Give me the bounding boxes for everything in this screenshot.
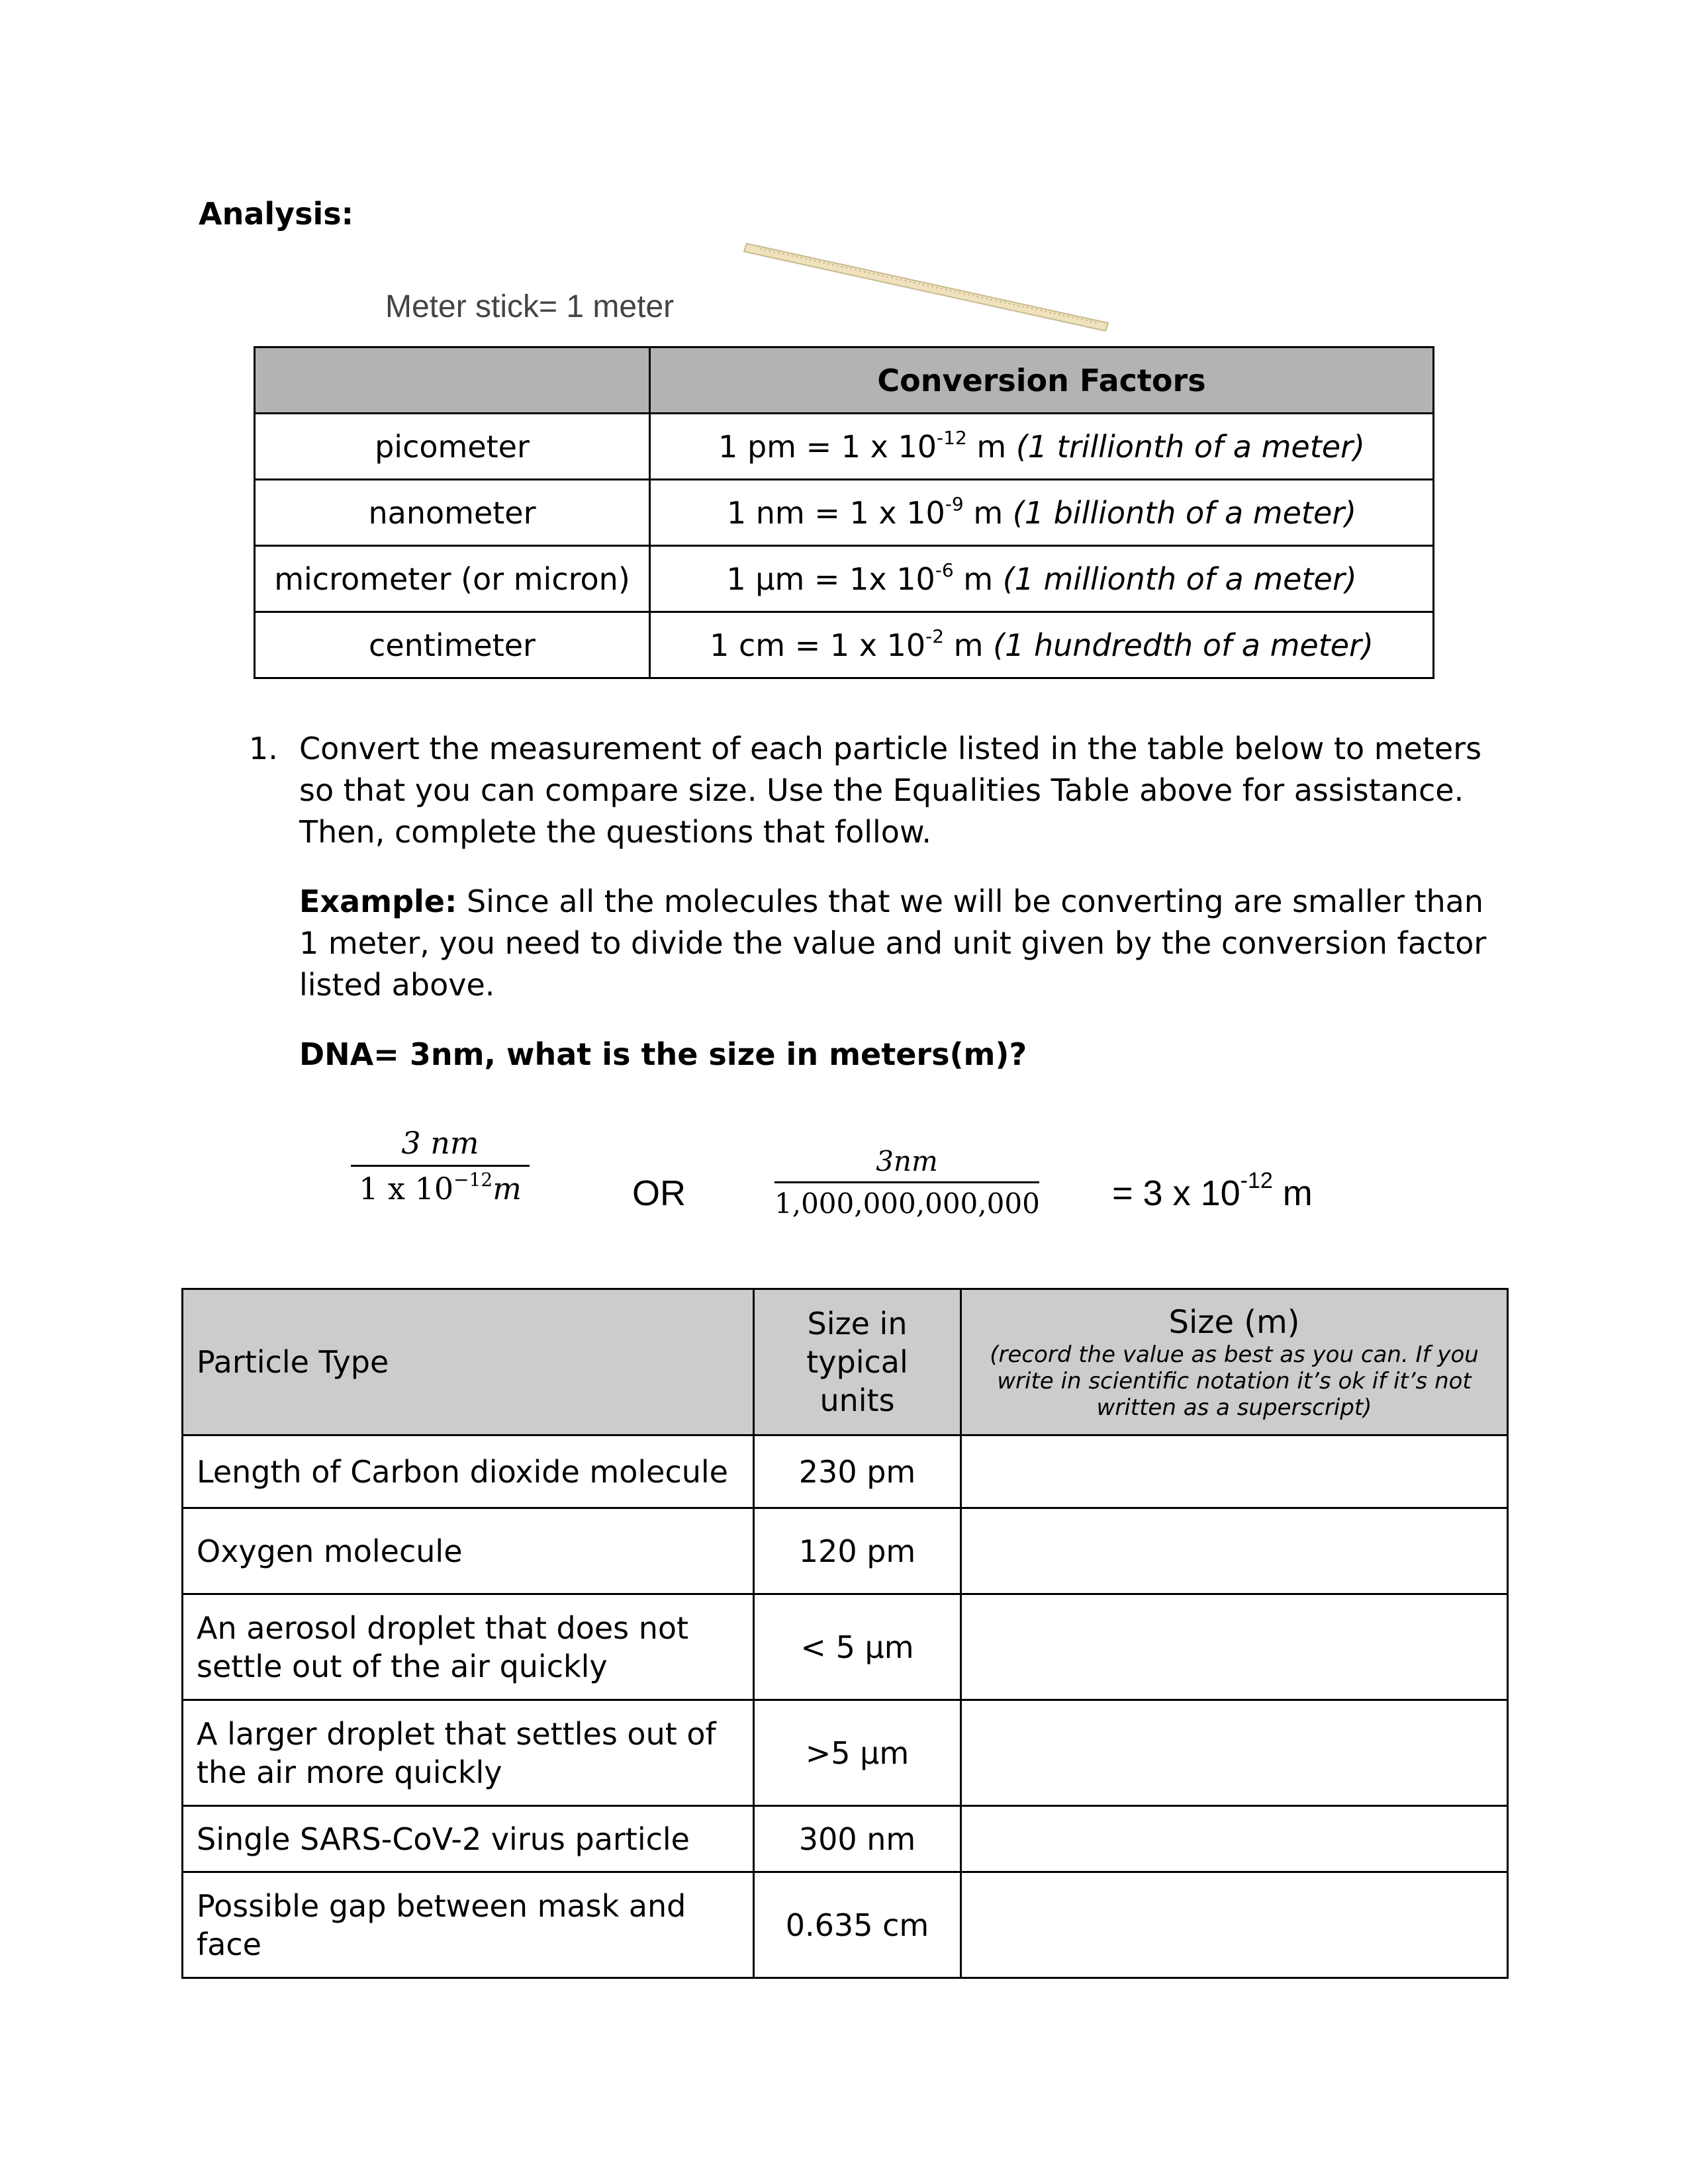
fraction-2 <box>774 1145 1039 1220</box>
meter-stick-label: Meter stick= 1 meter <box>385 289 675 324</box>
size-meters-answer[interactable] <box>961 1594 1508 1700</box>
typical-size: 0.635 cm <box>754 1872 961 1978</box>
conversion-row <box>255 612 1434 678</box>
question-number: 1. <box>249 731 278 766</box>
particle-table <box>181 1288 1509 1979</box>
or-label: OR <box>632 1173 686 1213</box>
conversion-row <box>255 546 1434 612</box>
conversion-factor: 1 cm = 1 x $10^{-2}$ m (1 hundredth of a meter) <box>650 612 1434 678</box>
table-row <box>183 1872 1508 1978</box>
particle-type: Possible gap between mask and face <box>183 1872 754 1978</box>
particle-type-header: Particle Type <box>183 1289 754 1435</box>
question-text: Convert the measurement of each particle listed in the table below to meters so that you can compare size. Use the Equalities Table above for assistance. Then, complete the questions that follow. <box>299 731 1482 850</box>
size-meters-header: Size (m) (record the value as best as you can. If you write in scientific notation it’s ok if it’s not written as a superscript) <box>961 1289 1508 1435</box>
size-meters-answer[interactable] <box>961 1806 1508 1872</box>
conversion-header-blank <box>255 347 650 414</box>
table-row <box>183 1700 1508 1806</box>
size-meters-answer[interactable] <box>961 1435 1508 1508</box>
particle-type: Single SARS-CoV-2 virus particle <box>183 1806 754 1872</box>
particle-type: An aerosol droplet that does not settle out of the air quickly <box>183 1594 754 1700</box>
particle-type: Oxygen molecule <box>183 1508 754 1594</box>
fraction-1-denominator: 1 x $10^{-12}m$ <box>359 1169 522 1206</box>
conversion-table <box>254 346 1434 679</box>
unit-name: micrometer (or micron) <box>255 546 650 612</box>
typical-size: 300 nm <box>754 1806 961 1872</box>
example-paragraph: Example: Since all the molecules that we will be converting are smaller than 1 meter, you need to divide the value and unit given by the conversion factor listed above. <box>299 884 1487 1003</box>
size-meters-answer[interactable] <box>961 1508 1508 1594</box>
page-heading: Analysis: <box>199 196 354 232</box>
conversion-factor: 1 pm = 1 x $10^{-12}$ m (1 trillionth of a meter) <box>650 414 1434 480</box>
dna-question: DNA= 3nm, what is the size in meters(m)? <box>299 1036 1027 1072</box>
typical-size: 230 pm <box>754 1435 961 1508</box>
meter-stick-image <box>740 238 1111 338</box>
typical-size: >5 μm <box>754 1700 961 1806</box>
table-row <box>183 1594 1508 1700</box>
table-row <box>183 1508 1508 1594</box>
typical-size: 120 pm <box>754 1508 961 1594</box>
unit-name: nanometer <box>255 480 650 546</box>
fraction-2-numerator: 3nm <box>876 1145 938 1177</box>
particle-table-header <box>183 1289 1508 1435</box>
size-meters-answer[interactable] <box>961 1700 1508 1806</box>
result-equation: = 3 x $10^{-12}$ m <box>1112 1168 1313 1213</box>
typical-size: < 5 μm <box>754 1594 961 1700</box>
conversion-header: Conversion Factors <box>650 347 1434 414</box>
conversion-table-header <box>255 347 1434 414</box>
conversion-factor: 1 μm = 1x $10^{-6}$ m (1 millionth of a meter) <box>650 546 1434 612</box>
question-1 <box>249 728 1507 1103</box>
unit-name: centimeter <box>255 612 650 678</box>
conversion-row <box>255 480 1434 546</box>
table-row <box>183 1435 1508 1508</box>
fraction-1-numerator: 3 nm <box>401 1125 479 1161</box>
fraction-1 <box>351 1125 530 1206</box>
table-row <box>183 1806 1508 1872</box>
particle-type: Length of Carbon dioxide molecule <box>183 1435 754 1508</box>
conversion-factor: 1 nm = 1 x $10^{-9}$ m (1 billionth of a meter) <box>650 480 1434 546</box>
fraction-2-denominator: 1,000,000,000,000 <box>774 1187 1040 1220</box>
typical-units-header: Size in typical units <box>754 1289 961 1435</box>
unit-name: picometer <box>255 414 650 480</box>
conversion-row <box>255 414 1434 480</box>
size-meters-answer[interactable] <box>961 1872 1508 1978</box>
particle-type: A larger droplet that settles out of the air more quickly <box>183 1700 754 1806</box>
